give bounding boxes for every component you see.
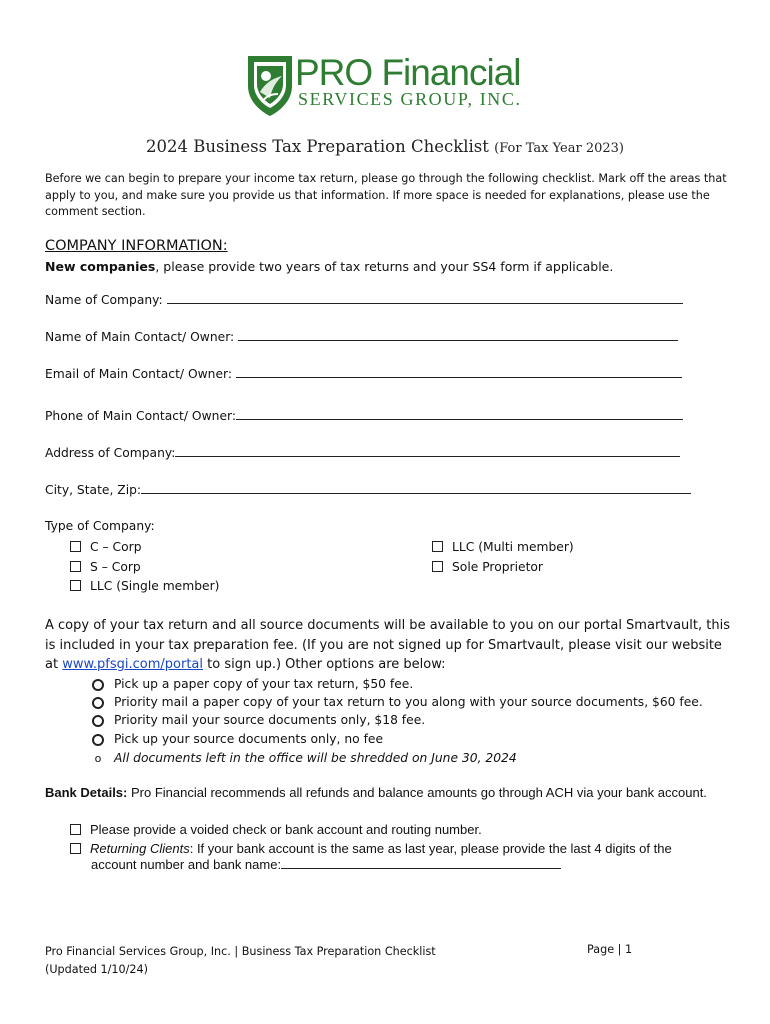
fill-line[interactable] — [281, 857, 561, 869]
bank-details — [45, 785, 735, 801]
checkbox-llc-multi[interactable] — [432, 540, 574, 554]
portal-link[interactable]: www.pfsgi.com/portal — [62, 657, 204, 672]
radio-label: Priority mail your source documents only, $18 fee. — [114, 713, 426, 727]
shred-note — [92, 751, 517, 765]
radio-icon[interactable] — [92, 679, 104, 691]
bank-label: Bank Details: — [45, 785, 128, 800]
fill-line[interactable] — [236, 408, 683, 420]
field-main-contact[interactable] — [45, 329, 678, 344]
radio-icon[interactable] — [92, 697, 104, 709]
page-title — [0, 137, 770, 156]
field-label: Address of Company: — [45, 446, 176, 460]
checkbox-returning-clients[interactable] — [70, 841, 730, 857]
fill-line[interactable] — [238, 329, 678, 341]
checkbox-label: Please provide a voided check or bank account and routing number. — [90, 822, 482, 837]
radio-label: Pick up a paper copy of your tax return, $50 fee. — [114, 677, 414, 691]
checkbox-sole-proprietor[interactable] — [432, 560, 543, 574]
checkbox-icon[interactable] — [70, 541, 81, 552]
fill-line[interactable] — [167, 292, 683, 304]
company-logo — [246, 52, 294, 118]
checkbox-icon[interactable] — [432, 541, 443, 552]
field-label: account number and bank name: — [91, 857, 282, 872]
checkbox-label: S – Corp — [90, 560, 141, 574]
returning-clients-text: : If your bank account is the same as last year, please provide the last 4 digits of the — [189, 841, 672, 856]
portal-text-before: A copy of your tax return and all source documents will be available to you on our portal Smartvault, this is included in your tax preparation fee. (If you are not signed up for Smartvault, please visit our website at — [45, 618, 730, 672]
returning-clients-label: Returning Clients — [90, 841, 190, 856]
checkbox-s-corp[interactable] — [70, 560, 141, 574]
fill-line[interactable] — [141, 482, 691, 494]
portal-paragraph — [45, 616, 735, 675]
page-number: Page | 1 — [587, 943, 633, 956]
checkbox-label: LLC (Multi member) — [452, 540, 574, 554]
field-label: City, State, Zip: — [45, 483, 142, 497]
radio-icon[interactable] — [92, 715, 104, 727]
type-of-company-label: Type of Company: — [45, 519, 155, 533]
footer-line-2: (Updated 1/10/24) — [45, 963, 149, 976]
field-label: Email of Main Contact/ Owner: — [45, 367, 233, 381]
radio-option-mail-source[interactable] — [92, 713, 425, 727]
field-label: Name of Company: — [45, 293, 163, 307]
fill-line[interactable] — [236, 366, 682, 378]
radio-option-pickup-source[interactable] — [92, 732, 383, 746]
bank-name-field[interactable] — [91, 857, 561, 873]
field-company-name[interactable] — [45, 292, 683, 307]
field-company-address[interactable] — [45, 445, 680, 460]
field-city-state-zip[interactable] — [45, 482, 691, 497]
radio-option-mail-all[interactable] — [92, 695, 703, 709]
radio-label: Pick up your source documents only, no fee — [114, 732, 384, 746]
checkbox-icon[interactable] — [70, 580, 81, 591]
title-main: 2024 Business Tax Preparation Checklist — [145, 137, 489, 156]
checkbox-llc-single[interactable] — [70, 579, 219, 593]
new-companies-rest: , please provide two years of tax returns and your SS4 form if applicable. — [155, 259, 614, 274]
bank-text: Pro Financial recommends all refunds and balance amounts go through ACH via your bank account. — [127, 785, 707, 800]
logo-text-sub: SERVICES GROUP, INC. — [298, 89, 522, 109]
radio-option-paper-copy[interactable] — [92, 677, 413, 691]
checkbox-icon[interactable] — [70, 561, 81, 572]
shield-logo-icon — [246, 52, 294, 118]
checkbox-label: C – Corp — [90, 540, 142, 554]
checkbox-icon[interactable] — [70, 843, 81, 854]
section-heading-company: COMPANY INFORMATION: — [45, 238, 228, 254]
footer-line-1: Pro Financial Services Group, Inc. | Business Tax Preparation Checklist — [45, 945, 436, 958]
shred-note-text: All documents left in the office will be shredded on June 30, 2024 — [114, 751, 517, 765]
fill-line[interactable] — [175, 445, 680, 457]
portal-text-after: to sign up.) Other options are below: — [203, 657, 446, 672]
footer — [45, 943, 436, 979]
field-contact-phone[interactable] — [45, 408, 683, 423]
intro-text: Before we can begin to prepare your income tax return, please go through the following checklist. Mark off the areas that apply to you, and make sure you provide us that information. If more space is needed for explanations, please use the comment section. — [45, 172, 727, 218]
checkbox-voided-check[interactable] — [70, 822, 482, 838]
field-label: Name of Main Contact/ Owner: — [45, 330, 235, 344]
bullet-icon: o — [94, 752, 102, 765]
new-companies-bold: New companies — [45, 259, 156, 274]
checkbox-icon[interactable] — [70, 824, 81, 835]
field-contact-email[interactable] — [45, 366, 682, 381]
checkbox-label: Sole Proprietor — [452, 560, 543, 574]
new-companies-note — [45, 259, 613, 274]
checkbox-icon[interactable] — [432, 561, 443, 572]
checkbox-c-corp[interactable] — [70, 540, 142, 554]
checkbox-label: LLC (Single member) — [90, 579, 220, 593]
radio-icon[interactable] — [92, 734, 104, 746]
logo-text-main: PRO Financial — [295, 52, 521, 93]
field-label: Phone of Main Contact/ Owner: — [45, 409, 236, 423]
radio-label: Priority mail a paper copy of your tax return to you along with your source documents, $60 fee. — [114, 695, 703, 709]
title-sub: (For Tax Year 2023) — [494, 141, 624, 156]
